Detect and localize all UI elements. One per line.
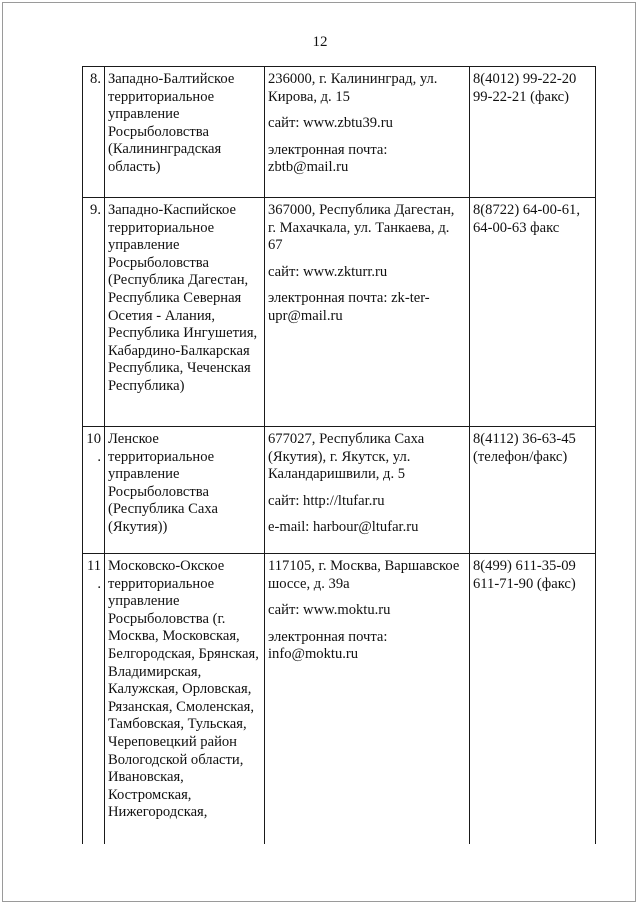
phone-number: 8(499) 611-35-09 <box>473 558 576 574</box>
contacts-table <box>82 66 596 844</box>
phone-cell <box>470 67 596 198</box>
website: сайт: www.zkturr.ru <box>268 263 388 280</box>
phone-cell <box>470 427 596 554</box>
fax-number: 611-71-90 (факс) <box>473 575 576 592</box>
phone-number: 8(4012) 99-22-20 <box>473 71 577 87</box>
table-row <box>83 67 596 198</box>
organization-name: Московско-Окское территориальное управление Росрыболовства (г. Москва, Московская, Белгородская, Брянская, Владимирская, Калужская, Орловская, Рязанская, Смоленская, Тамбовская, Тульская, Череповецкий район Вологодской области, Ивановская, Костромская, Нижегородская, <box>105 554 265 844</box>
organization-name: Ленское территориальное управление Росрыболовства (Республика Саха (Якутия)) <box>105 427 265 554</box>
fax-number: 99-22-21 (факс) <box>473 88 570 105</box>
address-cell <box>265 198 470 427</box>
address-cell <box>265 67 470 198</box>
postal-address: 117105, г. Москва, Варшавское шоссе, д. 39а <box>268 558 460 592</box>
address-cell <box>265 427 470 554</box>
postal-address: 367000, Республика Дагестан, г. Махачкала, ул. Танкаева, д. 67 <box>268 202 455 254</box>
email: e-mail: harbour@ltufar.ru <box>268 519 419 536</box>
table-row <box>83 554 596 844</box>
row-number: 8. <box>83 67 105 198</box>
email: электронная почта: zk-ter-upr@mail.ru <box>268 290 430 324</box>
organization-name: Западно-Балтийское территориальное управление Росрыболовства (Калининградская область) <box>105 67 265 198</box>
organization-name: Западно-Каспийское территориальное управление Росрыболовства (Республика Дагестан, Республика Северная Осетия - Алания, Республика Ингушетия, Кабардино-Балкарская Республика, Чеченская Республика) <box>105 198 265 427</box>
row-number: 11. <box>83 554 105 844</box>
address-cell <box>265 554 470 844</box>
fax-number: 64-00-63 факс <box>473 219 560 236</box>
page-number: 12 <box>312 34 328 50</box>
phone-number: 8(8722) 64-00-61, <box>473 202 581 218</box>
row-number: 10. <box>83 427 105 554</box>
phone-cell <box>470 554 596 844</box>
row-number: 9. <box>83 198 105 427</box>
website: сайт: www.moktu.ru <box>268 602 391 619</box>
table-row <box>83 427 596 554</box>
postal-address: 677027, Республика Саха (Якутия), г. Якутск, ул. Каландаришвили, д. 5 <box>268 431 425 483</box>
email: электронная почта: info@moktu.ru <box>268 628 388 663</box>
website: сайт: http://ltufar.ru <box>268 492 385 509</box>
email: электронная почта: zbtb@mail.ru <box>268 141 388 176</box>
phone-number: 8(4112) 36-63-45 <box>473 431 576 447</box>
website: сайт: www.zbtu39.ru <box>268 115 393 132</box>
postal-address: 236000, г. Калининград, ул. Кирова, д. 15 <box>268 71 438 105</box>
fax-number: (телефон/факс) <box>473 448 568 465</box>
table-row <box>83 198 596 427</box>
phone-cell <box>470 198 596 427</box>
